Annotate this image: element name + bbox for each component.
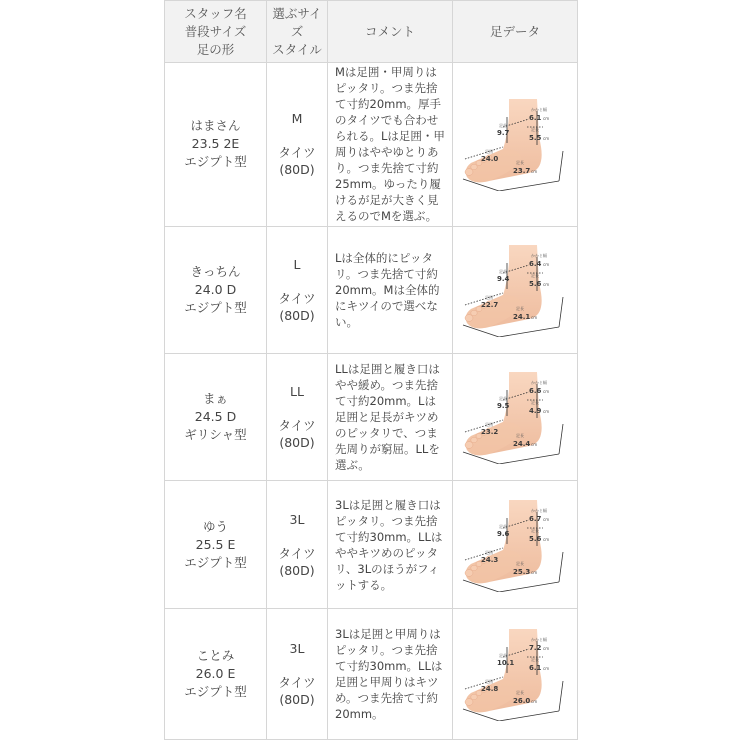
girth-label: 足囲	[485, 422, 493, 428]
heel-label: かかと幅	[531, 253, 547, 259]
denier-label: (80D)	[279, 562, 315, 578]
girth-value: 24.3	[481, 555, 499, 564]
staff-cell	[165, 481, 267, 608]
foot-shape: エジプト型	[184, 683, 247, 699]
length-label: 足長	[516, 160, 524, 166]
style-label: タイツ	[278, 418, 316, 434]
chosen-size: L	[293, 257, 301, 273]
staff-cell	[165, 354, 267, 481]
length-value: 26.0	[513, 696, 531, 705]
instep-label: 足長	[531, 273, 539, 279]
foot-illustration	[459, 97, 571, 191]
girth-label: 足囲	[485, 149, 493, 155]
staff-name: ゆう	[202, 518, 228, 534]
foot-shape: エジプト型	[184, 154, 247, 170]
ankle-value: 9.4	[497, 275, 510, 284]
table-header-row	[165, 1, 578, 63]
foot-data-cell	[453, 481, 578, 608]
length-label: 足長	[516, 433, 524, 439]
heel-unit: cm	[543, 116, 550, 122]
length-label: 足長	[516, 560, 524, 566]
heel-label: かかと幅	[531, 107, 547, 113]
instep-unit: cm	[543, 136, 550, 142]
length-unit: cm	[531, 698, 538, 704]
instep-unit: cm	[543, 409, 550, 415]
comment-cell	[328, 354, 453, 481]
foot-illustration	[459, 498, 571, 592]
instep-unit: cm	[543, 282, 550, 288]
usual-size: 24.5 D	[194, 409, 237, 425]
table-row	[165, 481, 578, 608]
heel-unit: cm	[543, 389, 550, 395]
ankle-value: 9.6	[497, 529, 510, 538]
girth-value: 23.2	[481, 428, 499, 437]
size-table	[164, 0, 578, 740]
heel-label: かかと幅	[531, 636, 547, 642]
length-label: 足長	[516, 689, 524, 695]
size-cell	[267, 63, 328, 227]
heel-value: 6.7	[529, 514, 542, 523]
instep-label: 足長	[531, 400, 539, 406]
heel-value: 6.6	[529, 387, 542, 396]
instep-value: 4.9	[529, 407, 542, 416]
chosen-size: M	[291, 111, 303, 127]
usual-size: 23.5 2E	[191, 136, 240, 152]
instep-value: 5.6	[529, 534, 542, 543]
heel-label: かかと幅	[531, 380, 547, 386]
length-unit: cm	[531, 169, 538, 175]
header-staff: スタッフ名 普段サイズ 足の形	[165, 1, 267, 63]
staff-cell	[165, 63, 267, 227]
girth-value: 24.8	[481, 684, 499, 693]
denier-label: (80D)	[279, 691, 315, 707]
length-label: 足長	[516, 306, 524, 312]
girth-value: 22.7	[481, 301, 499, 310]
length-value: 24.4	[513, 440, 531, 449]
foot-data-cell	[453, 354, 578, 481]
foot-shape: エジプト型	[184, 300, 247, 316]
style-label: タイツ	[278, 674, 316, 690]
instep-unit: cm	[543, 536, 550, 542]
instep-label: 足長	[531, 127, 539, 133]
instep-label: 足長	[531, 527, 539, 533]
usual-size: 26.0 E	[195, 665, 236, 681]
comment-text: LLは足囲と履き口はやや緩め。つま先捨て寸約20mm。Lは足囲と足長がキツめのピッタリで、つま先周りが窮屈。LLを選ぶ。	[335, 362, 440, 473]
comment-cell	[328, 608, 453, 739]
girth-label: 足囲	[485, 295, 493, 301]
foot-illustration	[459, 370, 571, 464]
girth-value: 24.0	[481, 155, 499, 164]
comment-cell	[328, 226, 453, 353]
comment-cell	[328, 481, 453, 608]
chosen-size: LL	[290, 384, 304, 400]
table-row	[165, 354, 578, 481]
ankle-label: 足首	[499, 269, 507, 275]
instep-value: 5.6	[529, 280, 542, 289]
ankle-value: 10.1	[497, 658, 515, 667]
instep-value: 5.5	[529, 134, 542, 143]
length-value: 25.3	[513, 567, 531, 576]
usual-size: 25.5 E	[195, 536, 236, 552]
heel-value: 6.1	[529, 114, 542, 123]
table-row	[165, 608, 578, 739]
denier-label: (80D)	[279, 435, 315, 451]
heel-unit: cm	[543, 645, 550, 651]
heel-value: 6.4	[529, 260, 542, 269]
staff-cell	[165, 226, 267, 353]
ankle-label: 足首	[499, 396, 507, 402]
chosen-size: 3L	[289, 640, 305, 656]
style-label: タイツ	[278, 145, 316, 161]
header-foot-data: 足データ	[453, 1, 578, 63]
heel-label: かかと幅	[531, 507, 547, 513]
header-comment: コメント	[328, 1, 453, 63]
instep-unit: cm	[543, 665, 550, 671]
length-unit: cm	[531, 315, 538, 321]
style-label: タイツ	[278, 545, 316, 561]
ankle-value: 9.5	[497, 402, 510, 411]
size-cell	[267, 481, 328, 608]
staff-name: きっちん	[190, 264, 241, 280]
usual-size: 24.0 D	[194, 282, 237, 298]
ankle-label: 足首	[499, 652, 507, 658]
comment-cell	[328, 63, 453, 227]
foot-data-cell	[453, 226, 578, 353]
ankle-label: 足首	[499, 123, 507, 129]
table-row	[165, 63, 578, 227]
foot-illustration	[459, 627, 571, 721]
length-value: 23.7	[513, 167, 531, 176]
length-value: 24.1	[513, 313, 531, 322]
instep-value: 6.1	[529, 663, 542, 672]
staff-name: はまさん	[190, 118, 241, 134]
table-row	[165, 226, 578, 353]
foot-data-cell	[453, 608, 578, 739]
length-unit: cm	[531, 442, 538, 448]
heel-unit: cm	[543, 262, 550, 268]
length-unit: cm	[531, 569, 538, 575]
style-label: タイツ	[278, 291, 316, 307]
ankle-label: 足首	[499, 523, 507, 529]
girth-label: 足囲	[485, 678, 493, 684]
comment-text: 3Lは足囲と履き口はピッタリ。つま先捨て寸約30mm。LLはややキツめのピッタリ、3Lのほうがフィットする。	[335, 497, 443, 592]
chosen-size: 3L	[289, 511, 305, 527]
staff-name: ことみ	[196, 647, 235, 663]
header-size: 選ぶサイズ スタイル	[267, 1, 328, 63]
instep-label: 足長	[531, 656, 539, 662]
foot-data-cell	[453, 63, 578, 227]
heel-unit: cm	[543, 516, 550, 522]
heel-value: 7.2	[529, 643, 542, 652]
foot-shape: ギリシャ型	[184, 427, 247, 443]
size-cell	[267, 608, 328, 739]
staff-cell	[165, 608, 267, 739]
comment-text: Mは足囲・甲周りはピッタリ。つま先捨て寸約20mm。厚手のタイツでも合わせられる。Lは足囲・甲周りはややゆとりあり。つま先捨て寸約25mm。ゆったり履けるが足が大きく見えるのでMを選ぶ。	[335, 65, 445, 224]
ankle-value: 9.7	[497, 129, 510, 138]
size-cell	[267, 354, 328, 481]
comment-text: Lは全体的にピッタリ。つま先捨て寸約20mm。Mは全体的にキツイので選べない。	[335, 251, 440, 330]
size-cell	[267, 226, 328, 353]
foot-shape: エジプト型	[184, 554, 247, 570]
comment-text: 3Lは足囲と甲周りはピッタリ。つま先捨て寸約30mm。LLは足囲と甲周りはキツめ。つま先捨て寸約20mm。	[335, 626, 443, 721]
foot-illustration	[459, 243, 571, 337]
denier-label: (80D)	[279, 308, 315, 324]
denier-label: (80D)	[279, 162, 315, 178]
girth-label: 足囲	[485, 549, 493, 555]
staff-name: まぁ	[202, 391, 228, 407]
